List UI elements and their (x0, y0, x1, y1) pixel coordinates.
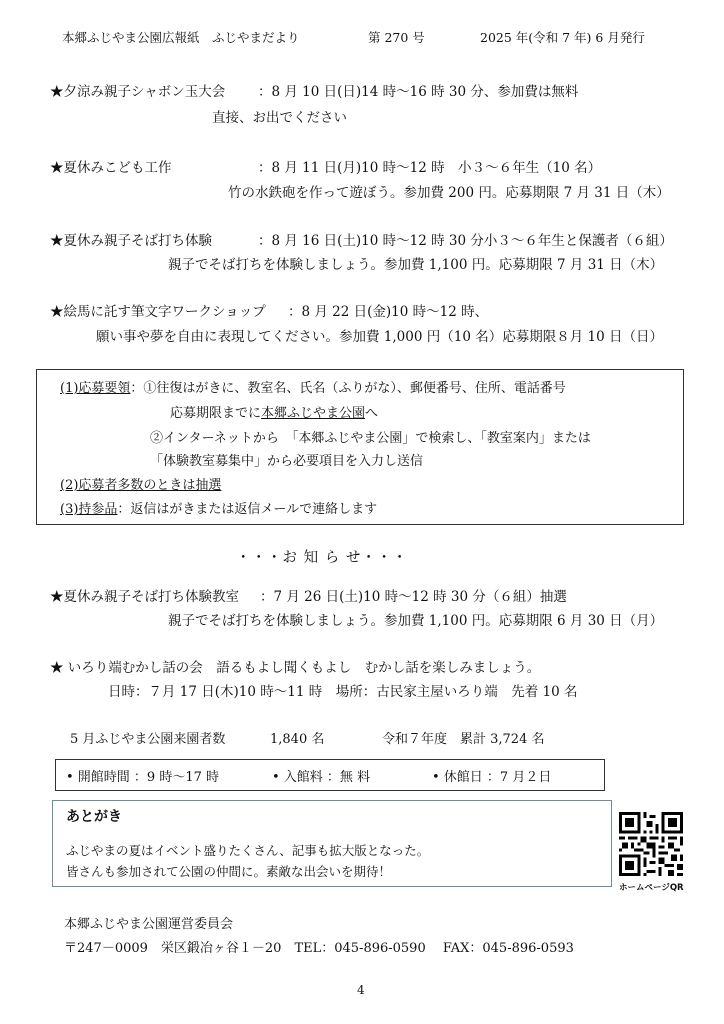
afterword-line-1: ふじやまの夏はイベント盛りたくさん、記事も拡大版となった。 (66, 843, 430, 858)
qr-label: ホームページQR (619, 883, 684, 893)
notice-heading: ・・・お 知 ら せ・・・ (236, 550, 408, 566)
notice-2-title: ★ いろり端むかし話の会 語るもよし聞くもよし むかし話を楽しみましょう。 (50, 660, 541, 676)
application-item-1-line2 (170, 402, 378, 421)
visitors-count: 1,840 名 (270, 732, 325, 747)
afterword-title: あとがき (66, 809, 122, 825)
line2-prefix: 応募期限までに (170, 406, 262, 421)
afterword-line-2: 皆さんも参加されて公園の仲間に。素敵な出会いを期待！ (66, 864, 392, 879)
closed-day: • 休館日 ：7 月２日 (432, 770, 552, 785)
application-item-2: (2)応募者多数のときは抽選 (60, 478, 222, 493)
notice-1-title: ★夏休み親子そば打ち体験教室 (50, 589, 239, 605)
application-item-1-line3: ②インターネットから 「本郷ふじやま公園」で検索し、「教室案内」または (150, 431, 591, 446)
application-item-3 (60, 498, 377, 517)
event-1-detail: 直接、お出でください (212, 110, 347, 126)
application-item-1-line4: 「体験教室募集中」から必要項目を入力し送信 (150, 454, 424, 469)
notice-1-detail: 親子でそば打ちを体験しましょう。参加費 1,100 円。応募期限 6 月 30 日（月） (168, 613, 664, 629)
event-2-title: ★夏休みこども工作 (50, 160, 172, 176)
application-item-1-text: ：①往復はがきに、教室名、氏名（ふりがな）、郵便番号、住所、電話番号 (130, 381, 566, 396)
event-1-info: ：8 月 10 日(日)14 時～16 時 30 分、参加費は無料 (258, 84, 579, 100)
page-number: 4 (357, 983, 365, 997)
event-2-detail: 竹の水鉄砲を作って遊ぼう。参加費 200 円。応募期限 7 月 31 日（木） (228, 185, 670, 201)
footer-organization: 本郷ふじやま公園運営委員会 (64, 917, 234, 932)
opening-hours: • 開館時間 ：9 時～17 時 (66, 770, 220, 785)
homepage-qr-code[interactable] (619, 812, 683, 876)
visitors-year-total: 令和７年度 累計 3,724 名 (382, 732, 545, 747)
event-1-title: ★夕涼み親子シャボン玉大会 (50, 84, 226, 100)
publication-title: 本郷ふじやま公園広報紙 ふじやまだより (62, 30, 300, 45)
event-3-detail: 親子でそば打ちを体験しましょう。参加費 1,100 円。応募期限 7 月 31 日（木） (168, 257, 664, 273)
event-4-info: ：8 月 22 日(金)10 時～12 時、 (288, 304, 489, 320)
issue-number: 第 270 号 (368, 30, 425, 45)
publish-date: 2025 年(令和 7 年) 6 月発行 (480, 30, 645, 45)
event-3-info: ：8 月 16 日(土)10 時～12 時 30 分小３～６年生と保護者（６組） (258, 233, 673, 249)
event-2-info: ：8 月 11 日(月)10 時～12 時 小３～６年生（10 名） (258, 160, 602, 176)
event-4-detail: 願い事や夢を自由に表現してください。参加費 1,000 円（10 名）応募期限８月 10 日（日） (96, 329, 663, 345)
notice-2-detail: 日時：７月 17 日(木)10 時～11 時 場所：古民家主屋いろり端 先着 10 名 (108, 684, 578, 700)
visitors-label: 5 月ふじやま公園来園者数 (70, 732, 226, 747)
footer-contact: 〒247－0009 栄区鍛冶ヶ谷１－20 TEL：045-896-0590 FAX：045-896-0593 (64, 941, 574, 956)
admission-fee: • 入館料 ：無 料 (272, 770, 371, 785)
application-item-1-label: (1)応募要領 (60, 381, 131, 396)
line2-suffix: へ (365, 406, 379, 421)
notice-1-info: ：7 月 26 日(土)10 時～12 時 30 分（６組）抽選 (260, 589, 567, 605)
event-3-title: ★夏休み親子そば打ち体験 (50, 233, 212, 249)
application-item-3-text: ：返信はがきまたは返信メールで連絡します (117, 502, 378, 517)
application-item-3-label: (3)持参品 (60, 502, 118, 517)
event-4-title: ★絵馬に託す筆文字ワークショップ (50, 304, 266, 320)
application-item-1 (60, 377, 566, 396)
park-name-link: 本郷ふじやま公園 (261, 406, 366, 421)
